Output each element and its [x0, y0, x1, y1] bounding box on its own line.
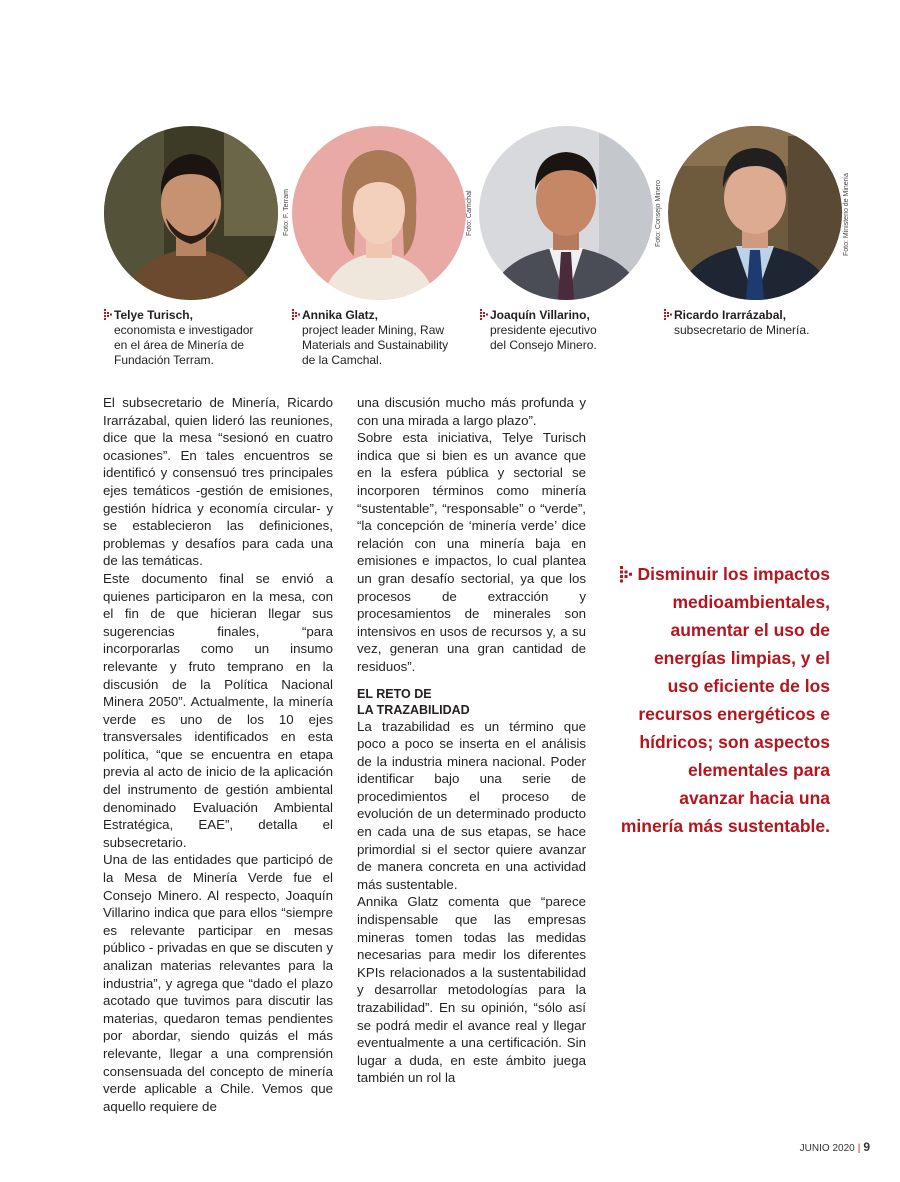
red-dots-bullet-icon	[480, 309, 489, 320]
photo-credit: Foto: F. Terram	[283, 189, 290, 236]
photo-credit: Foto: Consejo Minero	[655, 180, 662, 247]
person-role-line: en el área de Minería de	[114, 338, 245, 352]
red-dots-bullet-icon	[292, 309, 301, 320]
page-number: 9	[863, 1140, 870, 1154]
portrait-telye-turisch	[104, 126, 278, 300]
person-name: Annika Glatz,	[302, 308, 379, 322]
portrait-photo	[479, 126, 653, 300]
body-paragraph: La trazabilidad es un término que poco a poco se inserta en el análisis de la industria minera nacional. Poder identificar bajo una serie de procedimientos el proceso de evolución de un determinado producto en cada una de sus etapas, se hace primordial si el sector quiere avanzar de manera concreta en una actividad más sustentable.	[357, 718, 586, 892]
person-role-line: de la Camchal.	[302, 353, 383, 367]
issue-date: JUNIO 2020	[799, 1143, 855, 1154]
caption-annika-glatz	[292, 308, 472, 368]
person-role-line: economista e investigador	[114, 323, 254, 337]
person-name: Joaquín Villarino,	[490, 308, 590, 322]
pull-quote	[620, 560, 830, 840]
caption-joaquin-villarino	[480, 308, 660, 353]
body-paragraph: Una de las entidades que participó de la Mesa de Minería Verde fue el Consejo Minero. Al respecto, Joaquín Villarino indica que para ellos “siempre es relevante participar en mesas público - privadas en que se discuten y analizan materias relevantes para la industria”, y agrega que “dado el plazo acotado que tuvimos para discutir las materias, quedaron temas pendientes por abordar, siendo quizás el más relevante, llegar a una comprensión consensuada del concepto de minería verde aplicable a Chile. Vemos que aquello requiere de	[103, 852, 333, 1114]
portrait-photo	[292, 126, 466, 300]
section-heading-line: EL RETO DE	[357, 686, 432, 701]
portrait-photo	[668, 126, 842, 300]
pull-quote-text: Disminuir los impactos medioambientales, aumentar el uso de energías limpias, y el uso eficiente de los recursos energéticos e hídricos; son aspectos elementales para avanzar hacia una minería más sustentable.	[620, 564, 830, 836]
red-dots-bullet-icon	[620, 565, 634, 583]
portrait-joaquin-villarino	[479, 126, 653, 300]
body-paragraph: Annika Glatz comenta que “parece indispensable que las empresas mineras tomen todas las medidas necesarias para medir los diferentes KPIs relacionados a la sustentabilidad y desarrollar metodologías para la trazabilidad”. En su opinión, “sólo así se podrá medir el avance real y llegar eventualmente a una certificación. Sin lugar a duda, en este ámbito juega también un rol la	[357, 894, 586, 1086]
portrait-photo	[104, 126, 278, 300]
portrait-annika-glatz	[292, 126, 466, 300]
person-role-line: subsecretario de Minería.	[674, 323, 810, 337]
body-paragraph: El subsecretario de Minería, Ricardo Irarrázabal, quien lideró las reuniones, dice que la mesa “sesionó en cuatro ocasiones”. En tales encuentros se identificó y consensuó tres principales ejes temáticos -gestión de emisiones, gestión hídrica y economía circular- y se establecieron las definiciones, problemas y desafíos para cada una de las temáticas.	[103, 395, 333, 569]
page-footer	[800, 1140, 870, 1154]
caption-telye-turisch	[104, 308, 284, 368]
person-name: Telye Turisch,	[114, 308, 193, 322]
body-paragraph: Sobre esta iniciativa, Telye Turisch indica que si bien es un avance que en la esfera pública y sectorial se incorporen términos como minería “sustentable”, “responsable” o “verde”, “la concepción de ‘minería verde’ dice relación con una minería baja en emisiones e impactos, lo cual plantea un gran desafío sectorial, ya que los procesos de extracción y procesamientos de minerales son intensivos en usos de recursos y, a su vez, generan una gran cantidad de residuos”.	[357, 430, 586, 674]
caption-ricardo-irarrazabal	[664, 308, 864, 338]
person-role-line: project leader Mining, Raw	[302, 323, 445, 337]
red-dots-bullet-icon	[664, 309, 673, 320]
article-column-1	[103, 394, 333, 1115]
article-column-2	[357, 394, 586, 1087]
body-paragraph: una discusión mucho más profunda y con una mirada a largo plazo”.	[357, 395, 586, 428]
footer-separator: |	[857, 1143, 861, 1154]
body-paragraph: Este documento final se envió a quienes participaron en la mesa, con el fin de que hicieran llegar sus sugerencias finales, “para incorporarlas como un insumo relevante y fruto temprano en la discusión de la Política Nacional Minera 2050”. Actualmente, la minería verde es uno de los 10 ejes transversales identificados en esta política, “que se encuentra en etapa previa al acto de inicio de la aplicación del instrumento de gestión ambiental denominado Evaluación Ambiental Estratégica, EAE”, detalla el subsecretario.	[103, 570, 333, 850]
portrait-ricardo-irarrazabal	[668, 126, 842, 300]
person-role-line: presidente ejecutivo	[490, 323, 597, 337]
photo-credit: Foto: Ministerio de Minería	[843, 173, 850, 256]
section-heading	[357, 686, 586, 718]
photo-credit: Foto: Camchal	[466, 190, 473, 236]
section-heading-line: LA TRAZABILIDAD	[357, 702, 470, 717]
red-dots-bullet-icon	[104, 309, 113, 320]
person-name: Ricardo Irarrázabal,	[674, 308, 787, 322]
person-role-line: Fundación Terram.	[114, 353, 214, 367]
person-role-line: Materials and Sustainability	[302, 338, 449, 352]
person-role-line: del Consejo Minero.	[490, 338, 597, 352]
